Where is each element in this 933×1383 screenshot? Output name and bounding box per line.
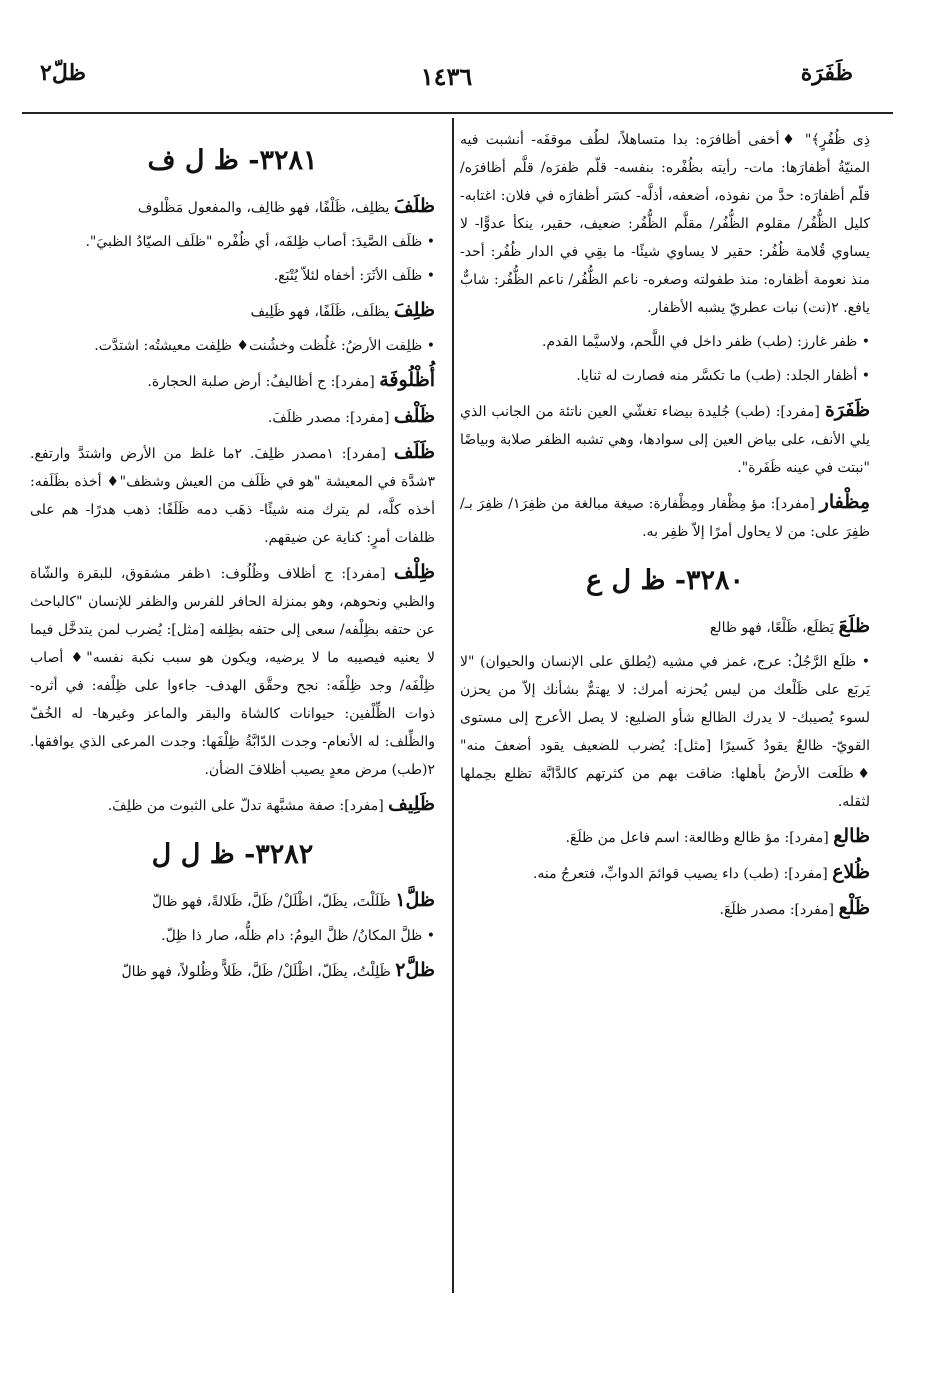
- headword: ظُلاع: [832, 861, 870, 883]
- dictionary-entry: [30, 192, 435, 222]
- entry-text: يَظلَع، ظَلْعًا، فهو ظالع: [709, 620, 839, 636]
- right-column: [460, 126, 870, 930]
- dictionary-entry: [30, 296, 435, 326]
- headword: أُظْلُوفَة: [379, 369, 435, 391]
- entry-text: ذِى ظُفُرٍ﴾" ♦أخفى أظافرَه: بدا متساهلاً، لطُف موقفَه- أنشبت فيه المنيّةُ أظفارَها: مات- رأيته بظُفْره: بنفسه- قلّم ظفرَه/ قلَّم أظافرَه/ قلّم أظفارَه: حدَّ من نفوذه، أضعفه، أذلَّه- كسَر أظفارَه في فلان: اغتابه- كليل الظُّفُر/ مقلوم الظُّفُر/ مقلَّم الظُّفُر: ضعيف، حقير، ينكأ عدوًّا- لا يساوي قُلامة ظُفُر: حقير لا يساوي شيئًا- ما بقِي في الدار ظُفُر: أحد- منذ نعومة أظفاره: منذ طفولته وصغره- ناعم الظُّفُر/ ناعم الظُّفُر: شابٌّ يافع. ٢(نت) نبات عطريّ يشبه الأظفار.: [460, 132, 870, 316]
- entry-text: • ظلَع الرَّجُلُ: عرج، غمز في مشيه (يُطلق على الإنسان والحيوان) "لا يَربَع على ظَلْعك من ليس يُحزنه أمرك: لا يهتمُّ بشأنك إلاّ من يحزن لسوء يُصيبك- لا يدرك الظالع شأو الضليع: لا يصل الأعرج إلى مستوى القويّ- ظالعٌ يقودُ كَسيرًا [مثل]: يُضرب للضعيف يقود أضعفَ منه" ♦ظلَعت الأرضُ بأهلها: ضاقت بهم من كثرتهم كالدَّابَّة تظلع بحِملها لثقله.: [460, 654, 870, 810]
- entry-text: • ظلَف الأثَرَ: أخفاه لئلاّ يُتْبَع.: [273, 268, 435, 284]
- entry-text: [مفرد]: ج أظلاف وظُلُوف: ١ظفر مشقوق، للبقرة والشّاة والظبي ونحوهم، وهو بمنزلة الحافر للفرس والظفر للإنسان "كالباحث عن حتفه بظِلْفه/ سعى إلى حتفه بظِلفه [مثل]: يُضرب لمن يتدخَّل فيما لا يعنيه فيصيبه ما لا يرضيه، ويكون هو سبب نكبة نفسه"♦ أصاب ظِلْفَه/ وجد ظِلْفَه: نجح وحقَّق الهدف- جاءوا على ظِلْفه: في أثره- ذوات الظِّلْفين: حيوانات كالشاة والبقر والماعز وغيرها- له الخُفّ والظِّلف: له الأنعام- وجدت الدّابَّةُ ظِلْفَها: وجدت المرعى الذي يوافقها. ٢(طب) مرض معدٍ يصيب أظلافَ الضأن.: [30, 566, 435, 778]
- entry-text: • أظفار الجلد: (طب) ما تكسَّر منه فصارت له ثنايا.: [576, 368, 870, 384]
- header-guide-word-left: ظلّ٢: [40, 60, 86, 86]
- dictionary-entry: [30, 228, 435, 256]
- column-divider: [452, 118, 454, 1293]
- entry-text: [مفرد]: صفة مشبَّهة تدلّ على الثبوت من ظلِفَ.: [107, 798, 389, 814]
- entry-text: [مفرد]: ج أظاليفُ: أرض صلبة الحجارة.: [147, 374, 380, 390]
- headword: ظلَّ٢: [395, 959, 435, 981]
- entry-text: يظلَف، ظَلَفًا، فهو ظَلِيف: [250, 304, 394, 320]
- headword: ظَلْع: [838, 897, 870, 919]
- dictionary-entry: [460, 362, 870, 390]
- entry-text: [مفرد]: مصدر ظلَفَ.: [267, 410, 394, 426]
- headword: ظَفَرَة: [824, 399, 870, 421]
- entry-text: • ظلَّ المكانُ/ ظلَّ اليومُ: دام ظلُّه، صار ذا ظِلّ.: [161, 928, 435, 944]
- dictionary-entry: [30, 886, 435, 916]
- entry-text: يظلِف، ظَلْفًا، فهو ظالِف، والمفعول مَظْلوف: [137, 200, 394, 216]
- headword: ظَلِيف: [388, 793, 435, 815]
- headword: مِظْفار: [819, 491, 870, 513]
- headword: ظَلَف: [393, 441, 435, 463]
- entry-text: [مفرد]: ١مصدر ظلِفَ. ٢ما غلظ من الأرض واشتدَّ وارتفع. ٣شدَّة في المعيشة "هو في ظَلَف من العيش وشظف"♦ أخذه بظَلَفه: أخذه كلَّه، لم يترك منه شيئًا- ذهَب دمه ظَلَفًا: ذهب هدرًا- هم على ظلفات أمرٍ: كناية عن ضيقهم.: [30, 446, 435, 546]
- headword: ظِلْف: [393, 561, 435, 583]
- dictionary-entry: [30, 790, 435, 820]
- page-number: ١٤٣٦: [420, 62, 473, 91]
- entry-text: • ظلِفت الأرضُ: غلُظت وخشُنت♦ ظلِفت معيشتُه: اشتدَّت.: [94, 338, 435, 354]
- dictionary-entry: [30, 558, 435, 784]
- entry-text: [مفرد]: مؤ مِظْفار ومِظْفارة: صيغة مبالغة من ظفِرَ١/ ظفِرَ بـ/ ظفِرَ على: من لا يحاول أمرًا إلاّ ظفِر به.: [460, 496, 870, 540]
- root-heading: ٣٢٨٠- ظ ل ع: [585, 565, 745, 596]
- entry-text: [مفرد]: (طب) جُليدة بيضاء تغشّي العين ناتئة من الجانب الذي يلي الأنف، على بياض العين إلى سوادها، وهي تشبه الظفر صلابة وبياضًا "نبتت في عينه ظَفَرة".: [460, 404, 870, 476]
- headword: ظلِفَ: [393, 299, 435, 321]
- dictionary-entry: [460, 822, 870, 852]
- headword: ظَلْف: [393, 405, 435, 427]
- dictionary-entry: [30, 956, 435, 986]
- headword: ظلَعَ: [838, 615, 870, 637]
- dictionary-entry: [30, 366, 435, 396]
- dictionary-entry: [460, 612, 870, 642]
- dictionary-entry: [30, 262, 435, 290]
- page-header: [40, 58, 853, 98]
- dictionary-entry: [460, 894, 870, 924]
- headword: ظالع: [833, 825, 870, 847]
- entry-text: [مفرد]: مؤ ظالع وظالعة: اسم فاعل من ظلَعَ.: [565, 830, 834, 846]
- dictionary-entry: [460, 396, 870, 482]
- headword: ظلَّ١: [395, 889, 435, 911]
- dictionary-entry: [30, 332, 435, 360]
- left-column: [30, 126, 435, 992]
- entry-text: ظَلَلْتَ، يظَلّ، اظْلَلْ/ ظَلَّ، ظَلالةً، فهو ظالّ: [151, 894, 396, 910]
- dictionary-entry: [460, 648, 870, 816]
- headword: ظلَفَ: [393, 195, 435, 217]
- entry-text: • ظفر غارز: (طب) ظفر داخل في اللَّحم، ولاسيَّما القدم.: [541, 334, 870, 350]
- entry-text: [مفرد]: مصدر ظلَعَ.: [719, 902, 839, 918]
- dictionary-entry: [460, 488, 870, 546]
- entry-text: • ظلَف الصَّيدَ: أصاب ظِلفَه، أي ظُفْره "ظلَف الصيّادُ الظبيَ".: [85, 234, 435, 250]
- dictionary-entry: [460, 858, 870, 888]
- header-guide-word-right: ظَفَرَة: [800, 60, 853, 86]
- dictionary-entry: [30, 438, 435, 552]
- header-rule: [22, 112, 893, 114]
- entry-text: [مفرد]: (طب) داء يصيب قوائمَ الدوابِّ، فتعرجُ منه.: [532, 866, 833, 882]
- dictionary-entry: [460, 126, 870, 322]
- root-heading: ٣٢٨١- ظ ل ف: [147, 145, 318, 176]
- dictionary-entry: [460, 328, 870, 356]
- dictionary-entry: [30, 922, 435, 950]
- dictionary-entry: [30, 402, 435, 432]
- root-heading: ٣٢٨٢- ظ ل ل: [151, 839, 314, 870]
- entry-text: ظَلِلْتُ، يظَلّ، اظْلَلْ/ ظَلَّ، ظَلاًّ وظُلولاً، فهو ظالّ: [121, 964, 396, 980]
